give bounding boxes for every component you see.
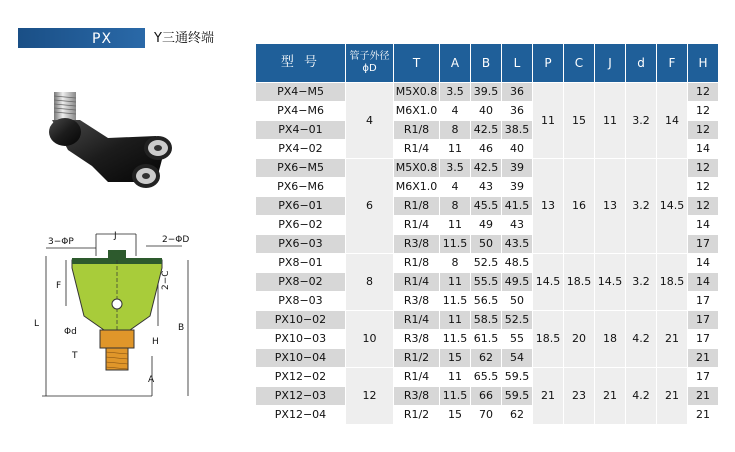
cell-l: 39 bbox=[502, 178, 533, 197]
cell-a: 3.5 bbox=[440, 83, 471, 102]
cell-t: M5X0.8 bbox=[394, 159, 440, 178]
cell-tube-od: 8 bbox=[346, 254, 394, 311]
cell-f: 18.5 bbox=[657, 254, 688, 311]
cell-tube-od: 10 bbox=[346, 311, 394, 368]
cell-l: 52.5 bbox=[502, 311, 533, 330]
label-l: L bbox=[34, 319, 40, 329]
header-t: T bbox=[394, 44, 440, 83]
cell-t: R3/8 bbox=[394, 330, 440, 349]
cell-b: 61.5 bbox=[471, 330, 502, 349]
cell-l: 50 bbox=[502, 292, 533, 311]
cell-l: 43.5 bbox=[502, 235, 533, 254]
cell-a: 8 bbox=[440, 197, 471, 216]
label-a: A bbox=[148, 375, 155, 385]
cell-d: 4.2 bbox=[626, 368, 657, 425]
cell-b: 46 bbox=[471, 140, 502, 159]
cell-b: 42.5 bbox=[471, 159, 502, 178]
cell-l: 49.5 bbox=[502, 273, 533, 292]
cell-j: 18 bbox=[595, 311, 626, 368]
cell-model: PX10−04 bbox=[256, 349, 346, 368]
cell-b: 43 bbox=[471, 178, 502, 197]
cell-a: 8 bbox=[440, 254, 471, 273]
cell-model: PX6−03 bbox=[256, 235, 346, 254]
cell-h: 17 bbox=[688, 330, 719, 349]
cell-a: 11 bbox=[440, 311, 471, 330]
cell-d: 3.2 bbox=[626, 254, 657, 311]
cell-t: R1/4 bbox=[394, 311, 440, 330]
cell-l: 62 bbox=[502, 406, 533, 425]
cell-a: 11 bbox=[440, 140, 471, 159]
cell-f: 21 bbox=[657, 368, 688, 425]
table-row bbox=[256, 368, 719, 387]
cell-l: 39 bbox=[502, 159, 533, 178]
spec-table bbox=[255, 43, 719, 425]
cell-l: 43 bbox=[502, 216, 533, 235]
cell-b: 45.5 bbox=[471, 197, 502, 216]
cell-h: 12 bbox=[688, 159, 719, 178]
cell-model: PX8−02 bbox=[256, 273, 346, 292]
cell-a: 8 bbox=[440, 121, 471, 140]
cell-b: 50 bbox=[471, 235, 502, 254]
header-d: d bbox=[626, 44, 657, 83]
cell-b: 65.5 bbox=[471, 368, 502, 387]
product-photo bbox=[38, 86, 178, 196]
cell-b: 49 bbox=[471, 216, 502, 235]
label-2-c: 2−C bbox=[161, 270, 171, 290]
cell-h: 12 bbox=[688, 178, 719, 197]
cell-model: PX6−M5 bbox=[256, 159, 346, 178]
cell-t: M5X0.8 bbox=[394, 83, 440, 102]
cell-t: R3/8 bbox=[394, 292, 440, 311]
cell-h: 17 bbox=[688, 235, 719, 254]
cell-a: 15 bbox=[440, 406, 471, 425]
cell-h: 14 bbox=[688, 273, 719, 292]
cell-a: 11.5 bbox=[440, 330, 471, 349]
label-3-phi-p: 3−ΦP bbox=[48, 237, 74, 247]
header-a: A bbox=[440, 44, 471, 83]
cell-h: 21 bbox=[688, 406, 719, 425]
label-h: H bbox=[152, 337, 159, 347]
label-j: J bbox=[114, 231, 117, 241]
table-row bbox=[256, 159, 719, 178]
cell-model: PX6−M6 bbox=[256, 178, 346, 197]
cell-a: 11.5 bbox=[440, 235, 471, 254]
cell-t: R1/2 bbox=[394, 349, 440, 368]
cell-d: 4.2 bbox=[626, 311, 657, 368]
cell-model: PX12−02 bbox=[256, 368, 346, 387]
cell-t: R1/8 bbox=[394, 121, 440, 140]
cell-b: 42.5 bbox=[471, 121, 502, 140]
table-body bbox=[256, 83, 719, 425]
table-row bbox=[256, 311, 719, 330]
cell-h: 14 bbox=[688, 140, 719, 159]
table-row bbox=[256, 83, 719, 102]
cell-a: 11 bbox=[440, 368, 471, 387]
cell-l: 40 bbox=[502, 140, 533, 159]
cell-t: R1/4 bbox=[394, 216, 440, 235]
cell-f: 21 bbox=[657, 311, 688, 368]
cell-model: PX8−03 bbox=[256, 292, 346, 311]
cell-c: 16 bbox=[564, 159, 595, 254]
cell-c: 18.5 bbox=[564, 254, 595, 311]
cell-model: PX10−03 bbox=[256, 330, 346, 349]
cell-l: 36 bbox=[502, 102, 533, 121]
cell-c: 15 bbox=[564, 83, 595, 159]
cell-a: 15 bbox=[440, 349, 471, 368]
header-tube-od-line2: ϕD bbox=[362, 63, 377, 74]
cell-t: R1/2 bbox=[394, 406, 440, 425]
cell-model: PX12−04 bbox=[256, 406, 346, 425]
cell-t: R1/8 bbox=[394, 254, 440, 273]
cell-t: R3/8 bbox=[394, 387, 440, 406]
cell-t: R1/8 bbox=[394, 197, 440, 216]
cell-c: 20 bbox=[564, 311, 595, 368]
cell-model: PX6−02 bbox=[256, 216, 346, 235]
header-l: L bbox=[502, 44, 533, 83]
cell-l: 48.5 bbox=[502, 254, 533, 273]
cell-b: 70 bbox=[471, 406, 502, 425]
cell-model: PX4−01 bbox=[256, 121, 346, 140]
cell-b: 52.5 bbox=[471, 254, 502, 273]
cell-model: PX4−02 bbox=[256, 140, 346, 159]
cell-l: 59.5 bbox=[502, 368, 533, 387]
section-title: Y三通终端 bbox=[154, 31, 214, 46]
cell-f: 14 bbox=[657, 83, 688, 159]
cell-l: 41.5 bbox=[502, 197, 533, 216]
cell-tube-od: 12 bbox=[346, 368, 394, 425]
cell-p: 18.5 bbox=[533, 311, 564, 368]
cell-h: 12 bbox=[688, 102, 719, 121]
cell-h: 17 bbox=[688, 311, 719, 330]
cell-model: PX4−M6 bbox=[256, 102, 346, 121]
cell-model: PX8−01 bbox=[256, 254, 346, 273]
header-p: P bbox=[533, 44, 564, 83]
cell-j: 14.5 bbox=[595, 254, 626, 311]
cell-f: 14.5 bbox=[657, 159, 688, 254]
cell-b: 39.5 bbox=[471, 83, 502, 102]
label-f: F bbox=[56, 281, 62, 291]
cell-l: 36 bbox=[502, 83, 533, 102]
cell-h: 21 bbox=[688, 349, 719, 368]
cell-p: 21 bbox=[533, 368, 564, 425]
cell-b: 58.5 bbox=[471, 311, 502, 330]
cell-l: 59.5 bbox=[502, 387, 533, 406]
cell-a: 11 bbox=[440, 273, 471, 292]
cell-d: 3.2 bbox=[626, 159, 657, 254]
cell-h: 12 bbox=[688, 83, 719, 102]
header-model: 型 号 bbox=[256, 44, 346, 83]
header-tube-od-line1: 管子外径 bbox=[349, 51, 390, 62]
cell-t: R1/4 bbox=[394, 273, 440, 292]
cell-a: 4 bbox=[440, 178, 471, 197]
cell-h: 12 bbox=[688, 121, 719, 140]
cell-h: 17 bbox=[688, 368, 719, 387]
cell-t: M6X1.0 bbox=[394, 178, 440, 197]
cell-model: PX4−M5 bbox=[256, 83, 346, 102]
technical-drawing bbox=[12, 226, 222, 426]
cell-a: 3.5 bbox=[440, 159, 471, 178]
cell-b: 66 bbox=[471, 387, 502, 406]
cell-b: 56.5 bbox=[471, 292, 502, 311]
cell-j: 21 bbox=[595, 368, 626, 425]
header-c: C bbox=[564, 44, 595, 83]
cell-l: 54 bbox=[502, 349, 533, 368]
header-j: J bbox=[595, 44, 626, 83]
cell-model: PX6−01 bbox=[256, 197, 346, 216]
cell-b: 62 bbox=[471, 349, 502, 368]
table-row bbox=[256, 254, 719, 273]
cell-h: 12 bbox=[688, 197, 719, 216]
cell-p: 14.5 bbox=[533, 254, 564, 311]
cell-h: 21 bbox=[688, 387, 719, 406]
label-phi-d-small: Φd bbox=[64, 327, 77, 337]
cell-l: 38.5 bbox=[502, 121, 533, 140]
cell-tube-od: 4 bbox=[346, 83, 394, 159]
cell-d: 3.2 bbox=[626, 83, 657, 159]
cell-p: 13 bbox=[533, 159, 564, 254]
header-b: B bbox=[471, 44, 502, 83]
cell-h: 17 bbox=[688, 292, 719, 311]
cell-model: PX12−03 bbox=[256, 387, 346, 406]
cell-b: 40 bbox=[471, 102, 502, 121]
cell-a: 11.5 bbox=[440, 292, 471, 311]
cell-t: R3/8 bbox=[394, 235, 440, 254]
cell-b: 55.5 bbox=[471, 273, 502, 292]
cell-t: M6X1.0 bbox=[394, 102, 440, 121]
cell-h: 14 bbox=[688, 254, 719, 273]
cell-p: 11 bbox=[533, 83, 564, 159]
cell-tube-od: 6 bbox=[346, 159, 394, 254]
cell-t: R1/4 bbox=[394, 140, 440, 159]
cell-j: 11 bbox=[595, 83, 626, 159]
table-header-row bbox=[256, 44, 719, 83]
cell-c: 23 bbox=[564, 368, 595, 425]
cell-a: 11 bbox=[440, 216, 471, 235]
label-b: B bbox=[178, 323, 185, 333]
cell-h: 14 bbox=[688, 216, 719, 235]
cell-t: R1/4 bbox=[394, 368, 440, 387]
cell-a: 4 bbox=[440, 102, 471, 121]
label-t: T bbox=[72, 351, 78, 361]
header-f: F bbox=[657, 44, 688, 83]
series-code: PX bbox=[92, 31, 113, 47]
cell-l: 55 bbox=[502, 330, 533, 349]
cell-model: PX10−02 bbox=[256, 311, 346, 330]
label-2-phi-d: 2−ΦD bbox=[162, 235, 190, 245]
header-h: H bbox=[688, 44, 719, 83]
cell-a: 11.5 bbox=[440, 387, 471, 406]
header-tube-od bbox=[346, 44, 394, 83]
cell-j: 13 bbox=[595, 159, 626, 254]
